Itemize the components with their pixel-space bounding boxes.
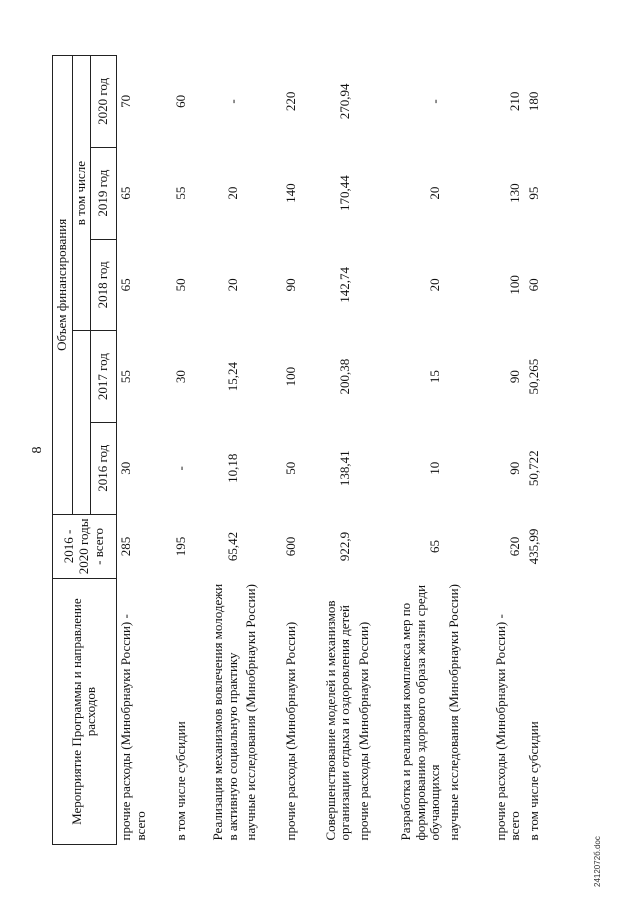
row-total: 600 <box>283 536 299 557</box>
row-2019: 170,44 <box>337 175 353 212</box>
table-row <box>242 56 282 845</box>
header-year-2016: 2016 год <box>90 422 116 514</box>
table-row <box>525 56 549 845</box>
table-row <box>301 56 355 845</box>
row-name: в том числе субсидии <box>526 721 542 841</box>
row-2020 <box>242 56 282 148</box>
row-total: 435,99 <box>526 528 542 565</box>
row-total: 65 <box>427 539 443 553</box>
row-2018: 142,74 <box>337 267 353 303</box>
header-spacer <box>73 331 91 514</box>
row-total: 922,9 <box>337 531 353 562</box>
row-name: в том числе субсидии <box>173 721 189 841</box>
row-2020: 70 <box>117 94 133 108</box>
row-2016: 90 <box>507 461 523 475</box>
header-funding: Объем финансирования <box>53 56 73 515</box>
row-2018: 50 <box>173 278 189 292</box>
row-2020: 220 <box>283 91 299 112</box>
row-2018: 20 <box>427 278 443 292</box>
row-2019: 65 <box>117 186 133 200</box>
funding-table <box>52 55 549 845</box>
row-2016: 30 <box>117 461 133 475</box>
row-2019: 95 <box>526 186 542 200</box>
row-2017: 90 <box>507 370 523 384</box>
table-row <box>355 56 375 845</box>
row-2017: 50,265 <box>526 358 542 395</box>
row-2017 <box>445 331 485 423</box>
row-total: 285 <box>117 536 133 557</box>
page-number: 8 <box>30 446 45 454</box>
header-including: в том числе <box>73 56 91 331</box>
table-row <box>375 56 445 845</box>
row-total <box>355 514 375 579</box>
row-2016 <box>242 422 282 514</box>
row-2020: 180 <box>526 91 542 112</box>
row-2018: 20 <box>224 278 240 292</box>
row-2017: 100 <box>283 366 299 387</box>
table-row <box>282 56 301 845</box>
row-2016: 10,18 <box>224 453 240 483</box>
table-row <box>172 56 206 845</box>
row-total: 195 <box>173 536 189 557</box>
table-row <box>116 56 172 845</box>
row-2016 <box>445 422 485 514</box>
row-name: научные исследования (Минобрнауки России) <box>446 584 462 841</box>
row-2019 <box>242 147 282 239</box>
header-year-2020: 2020 год <box>90 56 116 148</box>
table-row <box>206 56 242 845</box>
row-total: 65,42 <box>224 531 240 562</box>
row-2016: 10 <box>427 461 443 475</box>
row-2019: 130 <box>507 183 523 203</box>
row-2017 <box>355 331 375 423</box>
row-2020: 60 <box>173 94 189 108</box>
row-2020: 270,94 <box>337 83 353 120</box>
row-name: Разработка и реализация комплекса мер по формированию здорового образа жизни среди обучающихся <box>397 584 443 841</box>
row-total <box>242 514 282 579</box>
row-total: 620 <box>507 536 523 557</box>
row-2018: 100 <box>507 275 523 295</box>
row-name: Реализация механизмов вовлечения молодежи в активную социальную практику <box>209 583 240 841</box>
row-2019: 20 <box>427 186 443 200</box>
row-2018 <box>355 239 375 331</box>
row-2020 <box>445 56 485 148</box>
table-row <box>445 56 485 845</box>
row-2020 <box>355 56 375 148</box>
row-name: научные исследования (Минобрнауки России) <box>243 584 259 841</box>
row-2016: 50 <box>283 461 299 475</box>
footer-filename: 2412072б.doc <box>593 836 602 887</box>
table-row <box>485 56 525 845</box>
row-2019: 55 <box>173 186 189 200</box>
row-2016: 50,722 <box>526 450 542 487</box>
row-2019 <box>355 147 375 239</box>
header-total: 2016 - 2020 годы - всего <box>53 514 117 579</box>
row-name: Совершенствование моделей и механизмов организации отдыха и оздоровления детей <box>322 600 353 841</box>
row-2019: 20 <box>224 186 240 200</box>
row-2019: 140 <box>283 183 299 203</box>
row-name: прочие расходы (Минобрнауки России) - всего <box>492 614 523 841</box>
row-2017: 30 <box>173 370 189 384</box>
header-year-2019: 2019 год <box>90 147 116 239</box>
row-2020: - <box>427 99 443 104</box>
row-2018 <box>242 239 282 331</box>
row-2017: 15 <box>427 370 443 384</box>
row-2016 <box>355 422 375 514</box>
row-2017 <box>242 331 282 423</box>
row-2017: 200,38 <box>337 358 353 395</box>
row-2018: 65 <box>117 278 133 292</box>
row-2016: - <box>173 466 189 471</box>
row-2018: 90 <box>283 278 299 292</box>
row-2018: 60 <box>526 278 542 292</box>
header-year-2018: 2018 год <box>90 239 116 331</box>
row-2018 <box>445 239 485 331</box>
header-year-2017: 2017 год <box>90 331 116 423</box>
row-name: прочие расходы (Минобрнауки России) <box>356 621 372 841</box>
row-2019 <box>445 147 485 239</box>
row-2017: 15,24 <box>224 361 240 392</box>
row-2016: 138,41 <box>337 450 353 487</box>
row-2020: 210 <box>507 91 523 112</box>
row-2020: - <box>224 99 240 104</box>
row-2017: 55 <box>117 370 133 384</box>
header-measure: Мероприятие Программы и направление расходов <box>53 579 117 845</box>
row-total <box>445 514 485 579</box>
row-name: прочие расходы (Минобрнауки России) - всего <box>117 614 148 841</box>
row-name: прочие расходы (Минобрнауки России) <box>283 621 299 841</box>
